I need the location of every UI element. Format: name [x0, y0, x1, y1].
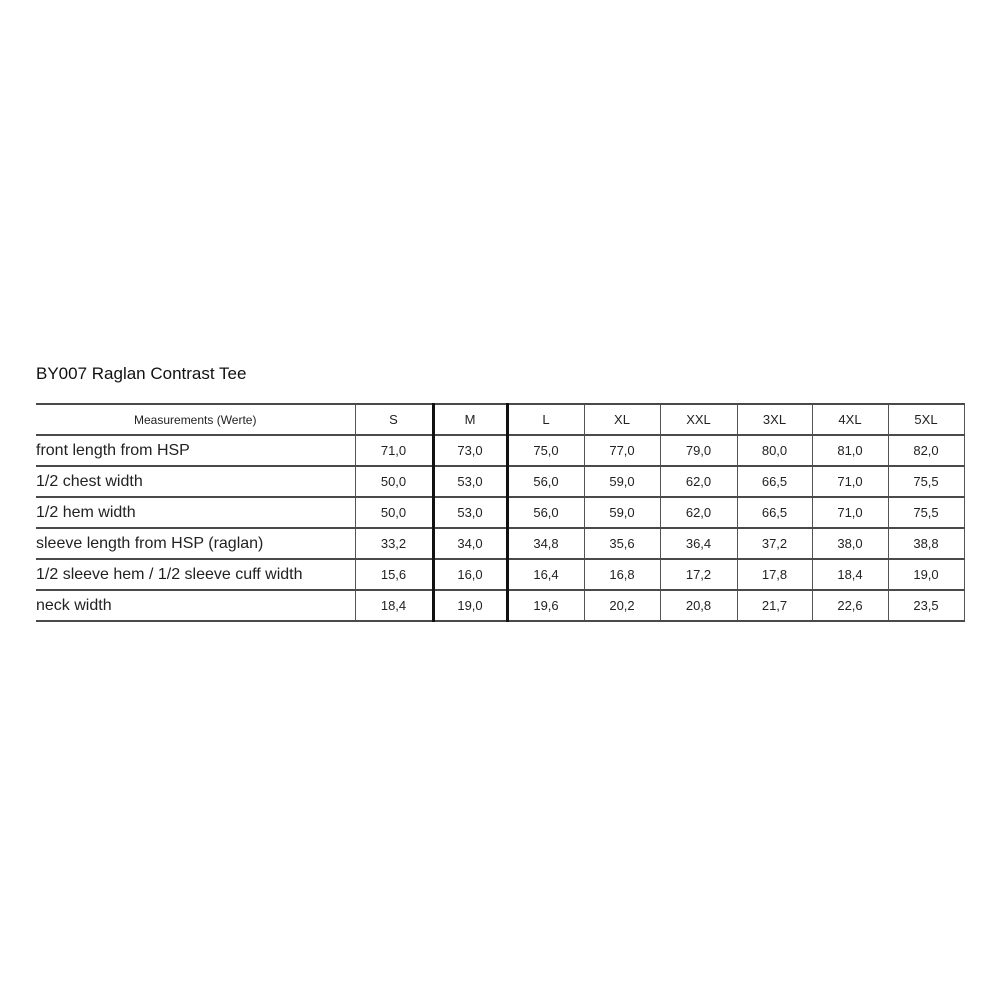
row-label: sleeve length from HSP (raglan) [36, 528, 355, 559]
size-header-3xl: 3XL [737, 404, 812, 435]
row-label: 1/2 sleeve hem / 1/2 sleeve cuff width [36, 559, 355, 590]
size-header-s: S [355, 404, 433, 435]
table-cell: 82,0 [888, 435, 964, 466]
size-header-xxl: XXL [660, 404, 737, 435]
table-cell: 81,0 [812, 435, 888, 466]
table-cell: 23,5 [888, 590, 964, 621]
table-cell: 71,0 [355, 435, 433, 466]
table-cell: 38,8 [888, 528, 964, 559]
measurements-header: Measurements (Werte) [36, 404, 355, 435]
table-row [36, 435, 964, 466]
table-cell: 22,6 [812, 590, 888, 621]
row-label: neck width [36, 590, 355, 621]
size-header-5xl: 5XL [888, 404, 964, 435]
table-cell: 50,0 [355, 497, 433, 528]
table-row [36, 466, 964, 497]
table-cell: 19,6 [507, 590, 584, 621]
table-cell: 19,0 [433, 590, 507, 621]
table-cell: 20,8 [660, 590, 737, 621]
table-cell: 35,6 [584, 528, 660, 559]
table-cell: 17,8 [737, 559, 812, 590]
table-cell: 62,0 [660, 497, 737, 528]
table-cell: 33,2 [355, 528, 433, 559]
table-cell: 20,2 [584, 590, 660, 621]
table-cell: 18,4 [812, 559, 888, 590]
table-cell: 77,0 [584, 435, 660, 466]
table-cell: 56,0 [507, 466, 584, 497]
size-header-m: M [433, 404, 507, 435]
row-label: 1/2 hem width [36, 497, 355, 528]
table-cell: 73,0 [433, 435, 507, 466]
table-row [36, 528, 964, 559]
table-cell: 36,4 [660, 528, 737, 559]
table-cell: 66,5 [737, 497, 812, 528]
table-cell: 80,0 [737, 435, 812, 466]
table-cell: 38,0 [812, 528, 888, 559]
row-label: front length from HSP [36, 435, 355, 466]
size-chart-table [36, 403, 965, 622]
table-cell: 75,5 [888, 497, 964, 528]
table-cell: 62,0 [660, 466, 737, 497]
table-cell: 75,5 [888, 466, 964, 497]
table-cell: 34,8 [507, 528, 584, 559]
table-cell: 15,6 [355, 559, 433, 590]
table-cell: 53,0 [433, 497, 507, 528]
table-row [36, 559, 964, 590]
table-cell: 34,0 [433, 528, 507, 559]
size-header-xl: XL [584, 404, 660, 435]
table-cell: 16,8 [584, 559, 660, 590]
table-cell: 53,0 [433, 466, 507, 497]
table-cell: 16,0 [433, 559, 507, 590]
table-cell: 66,5 [737, 466, 812, 497]
table-cell: 71,0 [812, 466, 888, 497]
table-cell: 16,4 [507, 559, 584, 590]
table-cell: 59,0 [584, 497, 660, 528]
table-cell: 71,0 [812, 497, 888, 528]
table-row [36, 497, 964, 528]
size-header-4xl: 4XL [812, 404, 888, 435]
table-cell: 79,0 [660, 435, 737, 466]
table-cell: 56,0 [507, 497, 584, 528]
table-cell: 75,0 [507, 435, 584, 466]
document-title: BY007 Raglan Contrast Tee [36, 364, 247, 383]
table-cell: 17,2 [660, 559, 737, 590]
table-cell: 21,7 [737, 590, 812, 621]
row-label: 1/2 chest width [36, 466, 355, 497]
table-cell: 19,0 [888, 559, 964, 590]
table-cell: 37,2 [737, 528, 812, 559]
table-row [36, 590, 964, 621]
size-header-l: L [507, 404, 584, 435]
header-row [36, 404, 964, 435]
table-cell: 50,0 [355, 466, 433, 497]
table-cell: 59,0 [584, 466, 660, 497]
table-cell: 18,4 [355, 590, 433, 621]
